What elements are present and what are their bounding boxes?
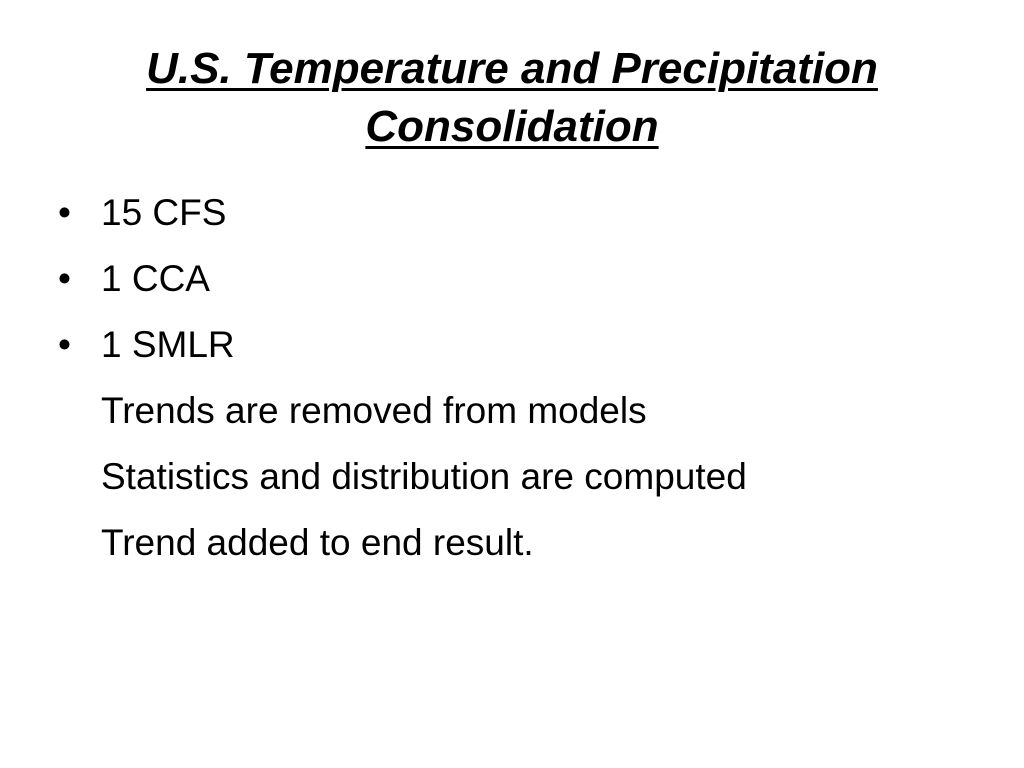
bullet-item [58, 180, 978, 246]
bullet-text: 15 CFS [101, 192, 227, 233]
bullet-item [58, 312, 978, 378]
note-line [58, 444, 978, 510]
slide-title [40, 40, 984, 156]
note-text: Statistics and distribution are computed [101, 456, 747, 497]
note-line [58, 378, 978, 444]
slide-body [58, 180, 978, 576]
note-text: Trends are removed from models [101, 390, 647, 431]
bullet-icon: • [58, 192, 71, 233]
bullet-icon: • [58, 258, 71, 299]
note-line [58, 510, 978, 576]
bullet-item [58, 246, 978, 312]
bullet-text: 1 CCA [101, 258, 210, 299]
bullet-icon: • [58, 324, 71, 365]
bullet-text: 1 SMLR [101, 324, 235, 365]
note-text: Trend added to end result. [101, 522, 534, 563]
slide-title-line-1: U.S. Temperature and Precipitation [146, 44, 878, 93]
slide-title-line-2: Consolidation [365, 102, 659, 151]
